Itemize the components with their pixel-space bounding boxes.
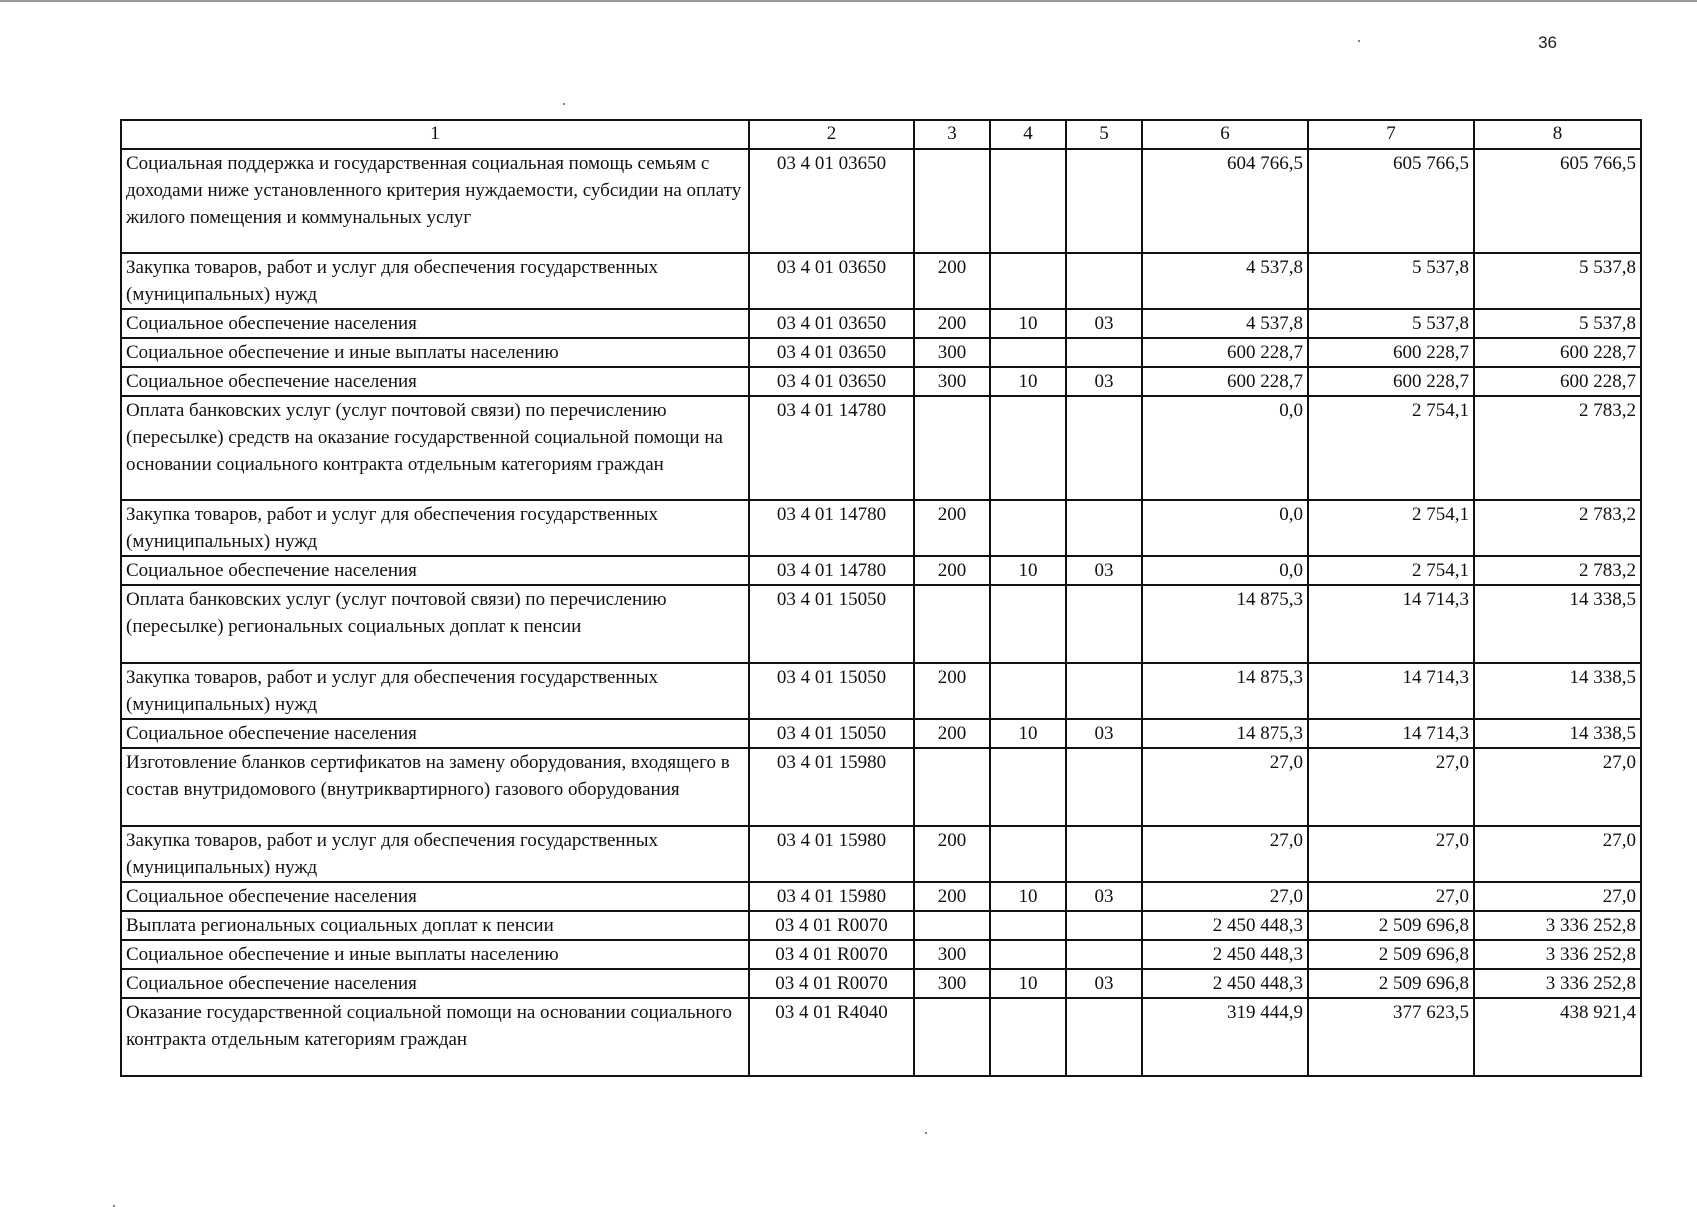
amount-col-8: 605 766,5 bbox=[1474, 149, 1641, 253]
row-name: Социальное обеспечение населения bbox=[121, 367, 749, 396]
expense-type-code: 200 bbox=[914, 500, 990, 556]
section-code bbox=[990, 998, 1066, 1076]
target-article-code: 03 4 01 14780 bbox=[749, 556, 914, 585]
section-code: 10 bbox=[990, 367, 1066, 396]
amount-col-7: 2 509 696,8 bbox=[1308, 911, 1474, 940]
row-name: Изготовление бланков сертификатов на замену оборудования, входящего в состав внутридомового (внутриквартирного) газового оборудования bbox=[121, 748, 749, 826]
amount-col-8: 3 336 252,8 bbox=[1474, 911, 1641, 940]
section-code bbox=[990, 940, 1066, 969]
subsection-code bbox=[1066, 149, 1142, 253]
amount-col-7: 2 754,1 bbox=[1308, 396, 1474, 500]
amount-col-7: 5 537,8 bbox=[1308, 253, 1474, 309]
column-number: 2 bbox=[749, 120, 914, 149]
expense-type-code bbox=[914, 585, 990, 663]
column-number: 6 bbox=[1142, 120, 1308, 149]
row-name: Социальная поддержка и государственная социальная помощь семьям с доходами ниже установленного критерия нуждаемости, субсидии на оплату жилого помещения и коммунальных услуг bbox=[121, 149, 749, 253]
amount-col-8: 14 338,5 bbox=[1474, 585, 1641, 663]
table-row bbox=[121, 253, 1641, 309]
column-number: 1 bbox=[121, 120, 749, 149]
section-code bbox=[990, 911, 1066, 940]
section-code bbox=[990, 149, 1066, 253]
amount-col-7: 600 228,7 bbox=[1308, 367, 1474, 396]
amount-col-8: 3 336 252,8 bbox=[1474, 940, 1641, 969]
expense-type-code: 300 bbox=[914, 969, 990, 998]
table-row bbox=[121, 663, 1641, 719]
row-name: Социальное обеспечение населения bbox=[121, 719, 749, 748]
table-row bbox=[121, 719, 1641, 748]
amount-col-6: 27,0 bbox=[1142, 826, 1308, 882]
table-row bbox=[121, 882, 1641, 911]
table-row bbox=[121, 585, 1641, 663]
amount-col-7: 2 754,1 bbox=[1308, 500, 1474, 556]
amount-col-6: 600 228,7 bbox=[1142, 338, 1308, 367]
amount-col-7: 14 714,3 bbox=[1308, 585, 1474, 663]
subsection-code bbox=[1066, 338, 1142, 367]
budget-table bbox=[120, 119, 1642, 1077]
subsection-code: 03 bbox=[1066, 882, 1142, 911]
amount-col-7: 5 537,8 bbox=[1308, 309, 1474, 338]
subsection-code bbox=[1066, 663, 1142, 719]
subsection-code bbox=[1066, 396, 1142, 500]
subsection-code bbox=[1066, 826, 1142, 882]
target-article-code: 03 4 01 03650 bbox=[749, 367, 914, 396]
subsection-code bbox=[1066, 585, 1142, 663]
amount-col-6: 0,0 bbox=[1142, 500, 1308, 556]
amount-col-7: 2 754,1 bbox=[1308, 556, 1474, 585]
amount-col-8: 3 336 252,8 bbox=[1474, 969, 1641, 998]
target-article-code: 03 4 01 15980 bbox=[749, 882, 914, 911]
amount-col-6: 4 537,8 bbox=[1142, 253, 1308, 309]
target-article-code: 03 4 01 14780 bbox=[749, 500, 914, 556]
section-code bbox=[990, 663, 1066, 719]
amount-col-7: 14 714,3 bbox=[1308, 663, 1474, 719]
section-code bbox=[990, 396, 1066, 500]
row-name: Социальное обеспечение и иные выплаты населению bbox=[121, 940, 749, 969]
row-name: Закупка товаров, работ и услуг для обеспечения государственных (муниципальных) нужд bbox=[121, 253, 749, 309]
amount-col-7: 605 766,5 bbox=[1308, 149, 1474, 253]
subsection-code bbox=[1066, 911, 1142, 940]
row-name: Оплата банковских услуг (услуг почтовой связи) по перечислению (пересылке) региональных социальных доплат к пенсии bbox=[121, 585, 749, 663]
scan-speck bbox=[925, 1132, 927, 1134]
expense-type-code bbox=[914, 396, 990, 500]
row-name: Социальное обеспечение населения bbox=[121, 556, 749, 585]
row-name: Закупка товаров, работ и услуг для обеспечения государственных (муниципальных) нужд bbox=[121, 826, 749, 882]
amount-col-6: 2 450 448,3 bbox=[1142, 911, 1308, 940]
expense-type-code: 300 bbox=[914, 940, 990, 969]
target-article-code: 03 4 01 03650 bbox=[749, 149, 914, 253]
scan-speck bbox=[563, 103, 565, 105]
section-code bbox=[990, 253, 1066, 309]
page-number: 36 bbox=[1538, 33, 1557, 52]
amount-col-6: 319 444,9 bbox=[1142, 998, 1308, 1076]
column-number: 5 bbox=[1066, 120, 1142, 149]
amount-col-8: 27,0 bbox=[1474, 748, 1641, 826]
table-row bbox=[121, 338, 1641, 367]
amount-col-6: 14 875,3 bbox=[1142, 719, 1308, 748]
target-article-code: 03 4 01 03650 bbox=[749, 309, 914, 338]
amount-col-7: 600 228,7 bbox=[1308, 338, 1474, 367]
amount-col-6: 0,0 bbox=[1142, 396, 1308, 500]
target-article-code: 03 4 01 R0070 bbox=[749, 940, 914, 969]
expense-type-code bbox=[914, 911, 990, 940]
row-name: Закупка товаров, работ и услуг для обеспечения государственных (муниципальных) нужд bbox=[121, 500, 749, 556]
subsection-code: 03 bbox=[1066, 969, 1142, 998]
row-name: Выплата региональных социальных доплат к пенсии bbox=[121, 911, 749, 940]
amount-col-7: 377 623,5 bbox=[1308, 998, 1474, 1076]
expense-type-code: 200 bbox=[914, 556, 990, 585]
row-name: Социальное обеспечение населения bbox=[121, 882, 749, 911]
amount-col-7: 2 509 696,8 bbox=[1308, 969, 1474, 998]
subsection-code: 03 bbox=[1066, 309, 1142, 338]
row-name: Закупка товаров, работ и услуг для обеспечения государственных (муниципальных) нужд bbox=[121, 663, 749, 719]
section-code: 10 bbox=[990, 719, 1066, 748]
amount-col-8: 2 783,2 bbox=[1474, 396, 1641, 500]
target-article-code: 03 4 01 03650 bbox=[749, 338, 914, 367]
amount-col-7: 27,0 bbox=[1308, 748, 1474, 826]
amount-col-6: 600 228,7 bbox=[1142, 367, 1308, 396]
amount-col-8: 600 228,7 bbox=[1474, 367, 1641, 396]
amount-col-8: 600 228,7 bbox=[1474, 338, 1641, 367]
row-name: Оказание государственной социальной помощи на основании социального контракта отдельным категориям граждан bbox=[121, 998, 749, 1076]
column-number: 3 bbox=[914, 120, 990, 149]
column-number-row bbox=[121, 120, 1641, 149]
subsection-code bbox=[1066, 998, 1142, 1076]
expense-type-code bbox=[914, 748, 990, 826]
section-code: 10 bbox=[990, 882, 1066, 911]
amount-col-6: 2 450 448,3 bbox=[1142, 969, 1308, 998]
section-code: 10 bbox=[990, 556, 1066, 585]
amount-col-6: 0,0 bbox=[1142, 556, 1308, 585]
amount-col-7: 2 509 696,8 bbox=[1308, 940, 1474, 969]
subsection-code bbox=[1066, 748, 1142, 826]
section-code bbox=[990, 826, 1066, 882]
expense-type-code: 200 bbox=[914, 826, 990, 882]
expense-type-code: 200 bbox=[914, 253, 990, 309]
target-article-code: 03 4 01 15050 bbox=[749, 663, 914, 719]
amount-col-8: 27,0 bbox=[1474, 882, 1641, 911]
amount-col-8: 5 537,8 bbox=[1474, 309, 1641, 338]
amount-col-6: 27,0 bbox=[1142, 748, 1308, 826]
expense-type-code: 300 bbox=[914, 338, 990, 367]
amount-col-6: 14 875,3 bbox=[1142, 663, 1308, 719]
amount-col-8: 438 921,4 bbox=[1474, 998, 1641, 1076]
expense-type-code: 200 bbox=[914, 309, 990, 338]
table-row bbox=[121, 396, 1641, 500]
expense-type-code: 200 bbox=[914, 719, 990, 748]
table-row bbox=[121, 556, 1641, 585]
table-row bbox=[121, 998, 1641, 1076]
column-number: 8 bbox=[1474, 120, 1641, 149]
amount-col-6: 4 537,8 bbox=[1142, 309, 1308, 338]
section-code bbox=[990, 500, 1066, 556]
target-article-code: 03 4 01 R0070 bbox=[749, 969, 914, 998]
target-article-code: 03 4 01 R4040 bbox=[749, 998, 914, 1076]
table-row bbox=[121, 911, 1641, 940]
subsection-code bbox=[1066, 940, 1142, 969]
target-article-code: 03 4 01 15980 bbox=[749, 748, 914, 826]
row-name: Социальное обеспечение населения bbox=[121, 309, 749, 338]
table-row bbox=[121, 748, 1641, 826]
amount-col-7: 14 714,3 bbox=[1308, 719, 1474, 748]
expense-type-code: 200 bbox=[914, 882, 990, 911]
amount-col-7: 27,0 bbox=[1308, 826, 1474, 882]
target-article-code: 03 4 01 03650 bbox=[749, 253, 914, 309]
table-row bbox=[121, 367, 1641, 396]
table-row bbox=[121, 309, 1641, 338]
column-number: 4 bbox=[990, 120, 1066, 149]
table-row bbox=[121, 149, 1641, 253]
subsection-code: 03 bbox=[1066, 556, 1142, 585]
expense-type-code bbox=[914, 998, 990, 1076]
amount-col-8: 27,0 bbox=[1474, 826, 1641, 882]
amount-col-8: 14 338,5 bbox=[1474, 719, 1641, 748]
table-row bbox=[121, 969, 1641, 998]
row-name: Социальное обеспечение населения bbox=[121, 969, 749, 998]
amount-col-6: 2 450 448,3 bbox=[1142, 940, 1308, 969]
table-row bbox=[121, 500, 1641, 556]
amount-col-8: 5 537,8 bbox=[1474, 253, 1641, 309]
expense-type-code bbox=[914, 149, 990, 253]
section-code bbox=[990, 748, 1066, 826]
scan-top-edge bbox=[0, 0, 1697, 2]
expense-type-code: 300 bbox=[914, 367, 990, 396]
subsection-code: 03 bbox=[1066, 719, 1142, 748]
amount-col-8: 2 783,2 bbox=[1474, 556, 1641, 585]
amount-col-6: 14 875,3 bbox=[1142, 585, 1308, 663]
amount-col-8: 2 783,2 bbox=[1474, 500, 1641, 556]
subsection-code: 03 bbox=[1066, 367, 1142, 396]
target-article-code: 03 4 01 15050 bbox=[749, 585, 914, 663]
amount-col-6: 604 766,5 bbox=[1142, 149, 1308, 253]
subsection-code bbox=[1066, 500, 1142, 556]
row-name: Оплата банковских услуг (услуг почтовой связи) по перечислению (пересылке) средств на оказание государственной социальной помощи на основании социального контракта отдельным категориям граждан bbox=[121, 396, 749, 500]
subsection-code bbox=[1066, 253, 1142, 309]
section-code bbox=[990, 338, 1066, 367]
table-row bbox=[121, 826, 1641, 882]
section-code: 10 bbox=[990, 309, 1066, 338]
scan-speck bbox=[1358, 40, 1360, 42]
row-name: Социальное обеспечение и иные выплаты населению bbox=[121, 338, 749, 367]
amount-col-7: 27,0 bbox=[1308, 882, 1474, 911]
table-row bbox=[121, 940, 1641, 969]
table-header bbox=[121, 120, 1641, 149]
amount-col-6: 27,0 bbox=[1142, 882, 1308, 911]
amount-col-8: 14 338,5 bbox=[1474, 663, 1641, 719]
column-number: 7 bbox=[1308, 120, 1474, 149]
expense-type-code: 200 bbox=[914, 663, 990, 719]
target-article-code: 03 4 01 R0070 bbox=[749, 911, 914, 940]
target-article-code: 03 4 01 14780 bbox=[749, 396, 914, 500]
section-code bbox=[990, 585, 1066, 663]
section-code: 10 bbox=[990, 969, 1066, 998]
target-article-code: 03 4 01 15980 bbox=[749, 826, 914, 882]
table-body bbox=[121, 149, 1641, 1076]
target-article-code: 03 4 01 15050 bbox=[749, 719, 914, 748]
